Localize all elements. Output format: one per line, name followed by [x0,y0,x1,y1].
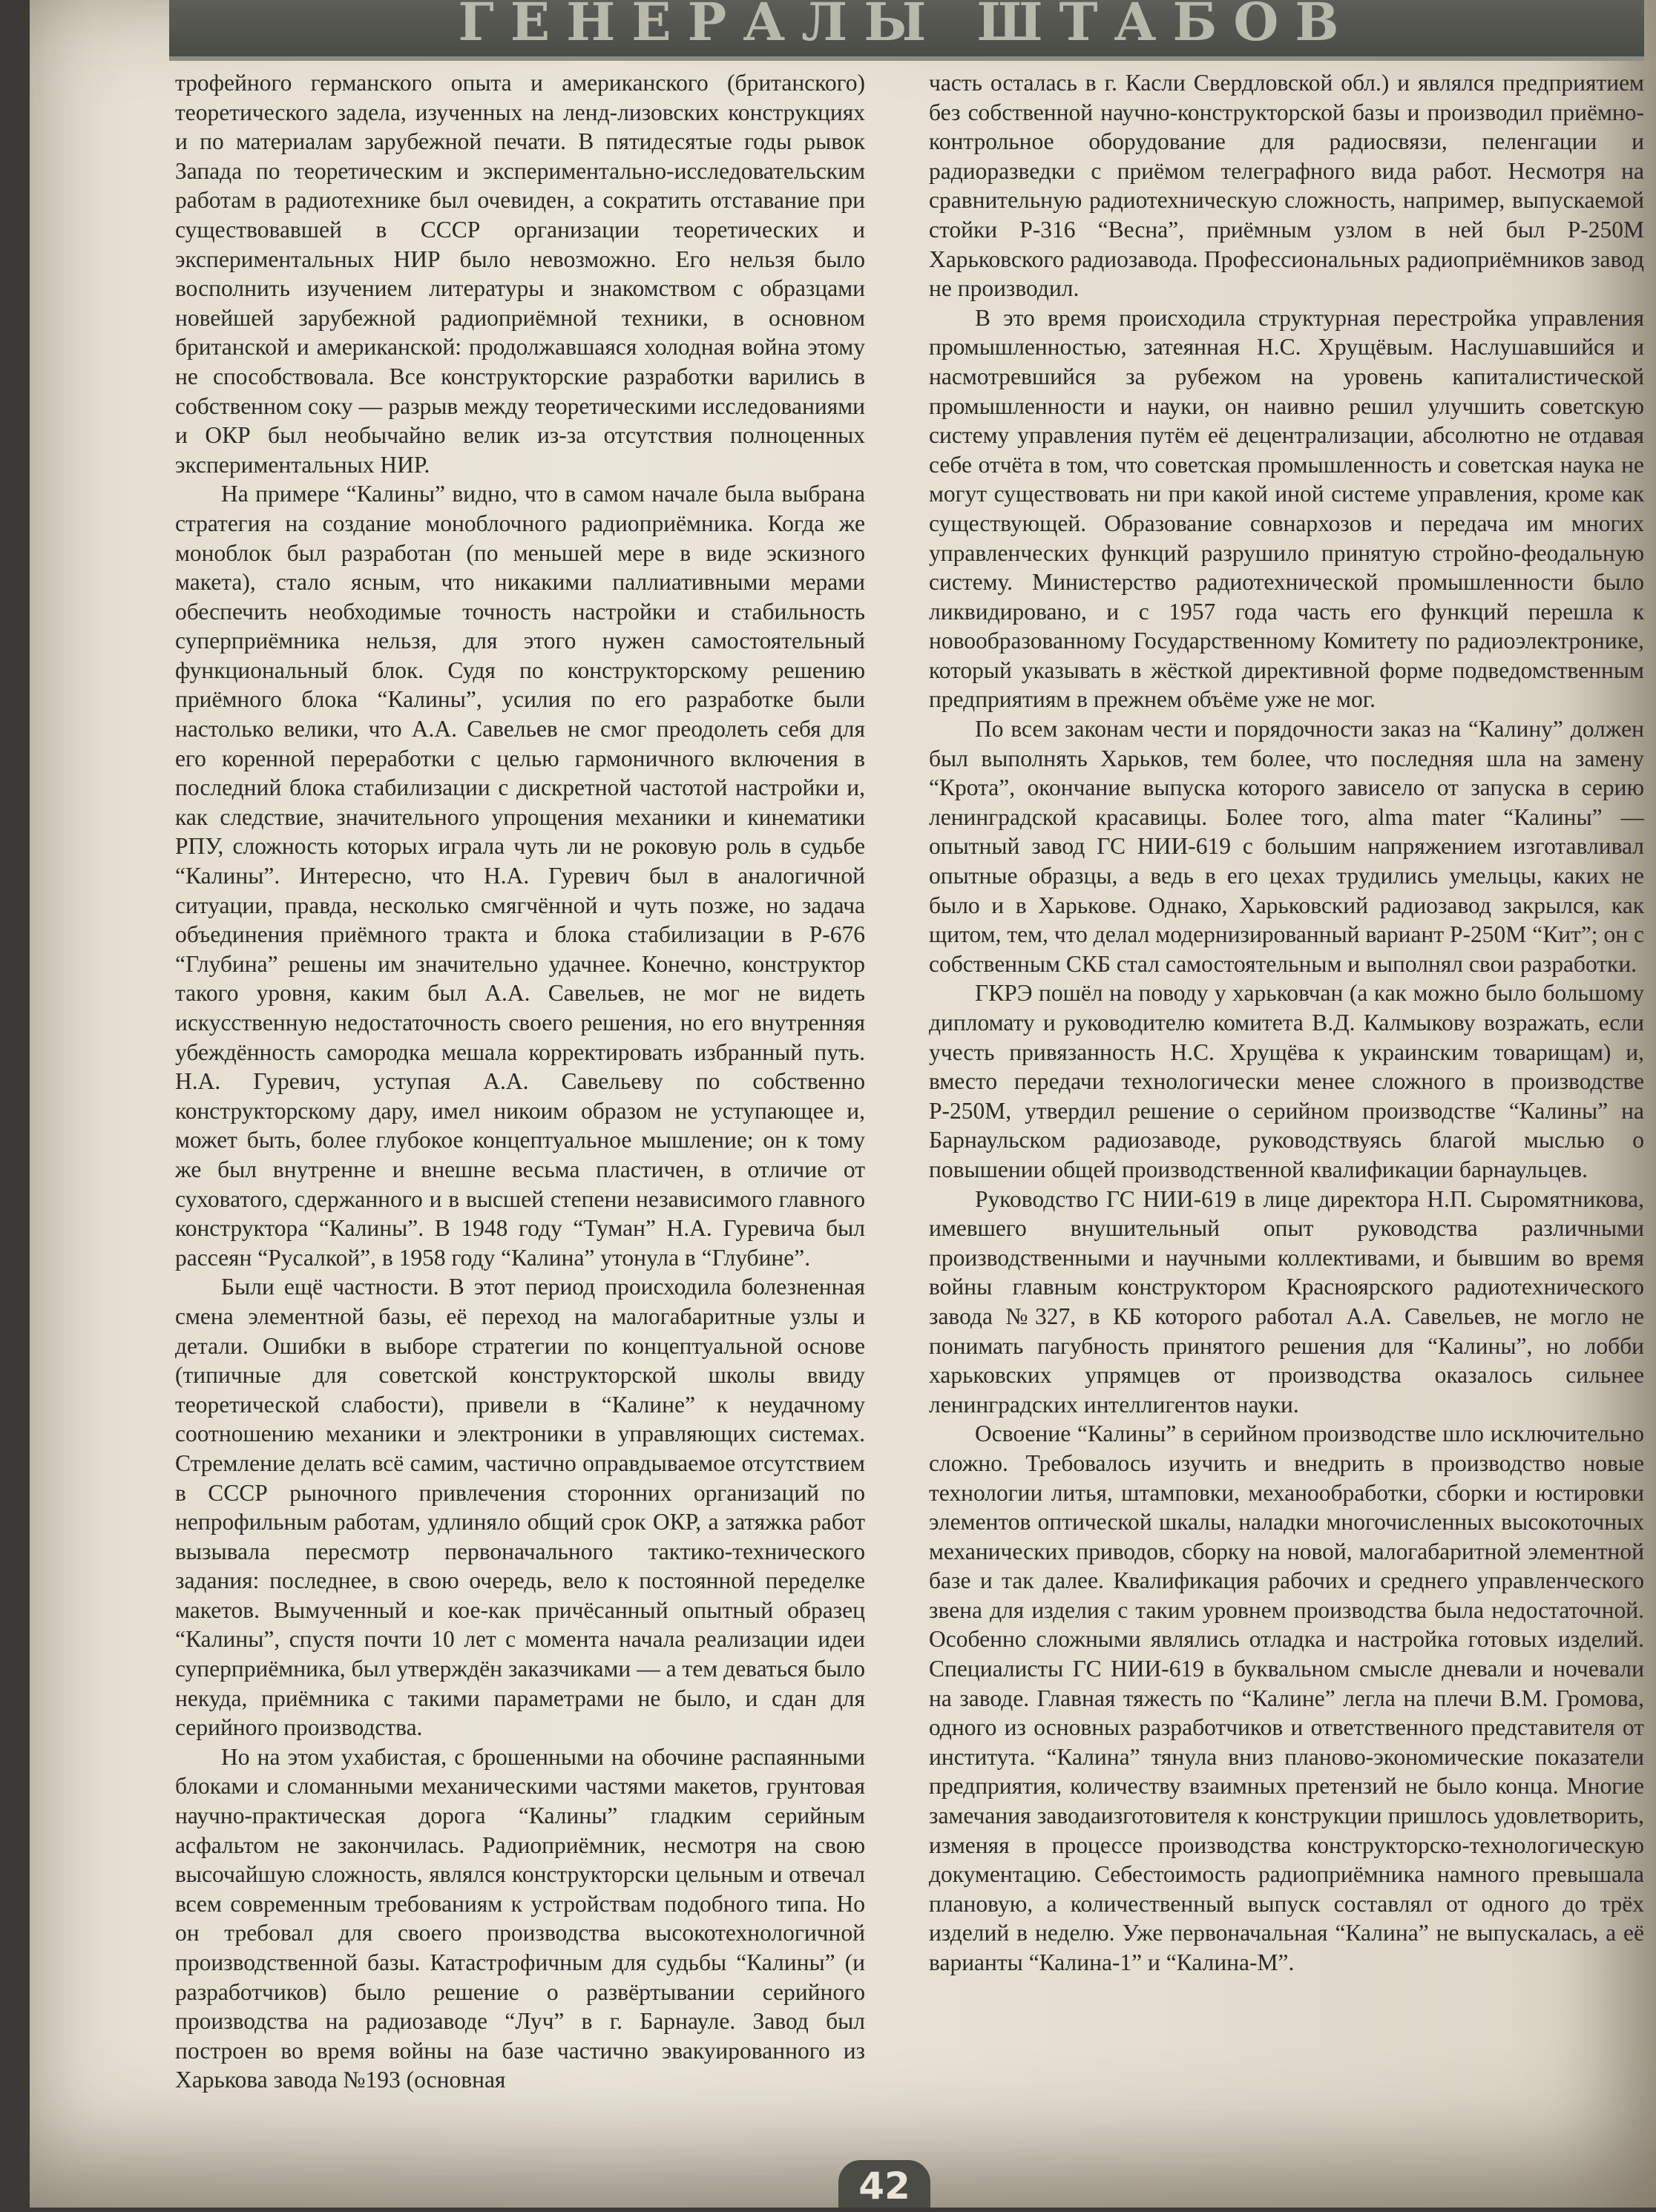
section-title: ГЕНЕРАЛЫ ШТАБОВ [458,0,1356,53]
paragraph: часть осталась в г. Касли Свердловской обл.) и являлся предприятием без собственной научно-конструкторской базы и производил приёмно-контрольное оборудование для радиосвязи, пеленгации и радиоразведки с приёмом телеграфного вида работ. Несмотря на сравнительную радиотехническую сложность, например, выпускаемой стойки Р-316 “Весна”, приёмным узлом в ней был Р-250М Харьковского радиозавода. Профессиональных радиоприёмников завод не производил. [929,70,1644,302]
magazine-page [30,0,1656,2208]
paragraph: В это время происходила структурная перестройка управления промышленностью, затеянная Н.С. Хрущёвым. Наслушавшийся и насмотревшийся за рубежом на уровень капиталистической промышленности и науки, он наивно решил улучшить советскую систему управления путём её децентрализации, абсолютно не отдавая себе отчёта в том, что советская промышленность и советская наука не могут существовать ни при какой иной системе управления, кроме как существующей. Образование совнархозов и передача им многих управленческих функций разрушило принятую стройно-феодальную систему. Министерство радиотехнической промышленности было ликвидировано, и с 1957 года часть его функций перешла к новообразованному Государственному Комитету по радиоэлектронике, который указывать в жёсткой директивной форме подведомственным предприятиям в прежнем объёме уже не мог. [929,304,1644,713]
page-number-tab [838,2160,930,2208]
paragraph: На примере “Калины” видно, что в самом начале была выбрана стратегия на создание моноблочного радиоприёмника. Когда же моноблок был разработан (по меньшей мере в виде эскизного макета), стало ясным, что никакими паллиативными мерами обеспечить необходимые точность настройки и стабильность суперприёмника нельзя, для этого нужен самостоятельный функциональный блок. Судя по конструкторскому решению приёмного блока “Калины”, усилия по его разработке были настолько велики, что А.А. Савельев не смог преодолеть себя для его коренной переработки с целью гармоничного включения в последний блока стабилизации с дискретной частотой настройки и, как следствие, значительного упрощения механики и кинематики РПУ, сложность которых играла чуть ли не роковую роль в судьбе “Калины”. Интересно, что Н.А. Гуревич был в аналогичной ситуации, правда, несколько смягчённой и чуть позже, но задача объединения приёмного тракта и блока стабилизации в Р-676 “Глубина” решены им значительно удачнее. Конечно, конструктор такого уровня, каким был А.А. Савельев, не мог не видеть искусственную недостаточность своего решения, но его внутренняя убеждённость самородка мешала корректировать избранный путь. Н.А. Гуревич, уступая А.А. Савельеву по собственно конструкторскому дару, имел никоим образом не уступающее и, может быть, более глубокое концептуальное мышление; он к тому же был внутренне и внешне весьма пластичен, в отличие от суховатого, сдержанного и в высшей степени независимого главного конструктора “Калины”. В 1948 году “Туман” Н.А. Гуревича был рассеян “Русалкой”, в 1958 году “Калина” утонула в “Глубине”. [175,481,865,1271]
section-header [169,0,1644,61]
paragraph: Освоение “Калины” в серийном производстве шло исключительно сложно. Требовалось изучить и внедрить в производство новые технологии литья, штамповки, механообработки, сборки и юстировки элементов оптической шкалы, наладки многочисленных высокоточных механических приводов, сборку на новой, малогабаритной элементной базе и так далее. Квалификация рабочих и среднего управленческого звена для изделия с таким уровнем производства была недостаточной. Особенно сложными являлись отладка и настройка готовых изделий. Специалисты ГС НИИ-619 в буквальном смысле дневали и ночевали на заводе. Главная тяжесть по “Калине” легла на плечи В.М. Громова, одного из основных разработчиков и ответственного представителя от института. “Калина” тянула вниз планово-экономические показатели предприятия, количеству взаимных претензий не было конца. Многие замечания заводаизготовителя к конструкции пришлось удовлетворить, изменяя в процессе производства конструкторско-технологическую документацию. Себестоимость радиоприёмника намного превышала плановую, а количественный выпуск составлял от одного до трёх изделий в неделю. Уже первоначальная “Калина” не выпускалась, а её варианты “Калина-1” и “Калина-М”. [929,1421,1644,1975]
right-column [929,68,1644,1978]
paragraph: Но на этом ухабистая, с брошенными на обочине распаянными блоками и сломанными механическими частями макетов, грунтовая научно-практическая дорога “Калины” гладким серийным асфальтом не закончилась. Радиоприёмник, несмотря на свою высочайшую сложность, являлся конструкторски цельным и отвечал всем современным требованиям к устройствам подобного типа. Но он требовал для своего производства высокотехнологичной производственной базы. Катастрофичным для судьбы “Калины” (и разработчиков) было решение о развёртывании серийного производства на радиозаводе “Луч” в г. Барнауле. Завод был построен во время войны на базе частично эвакуированного из Харькова завода №193 (основная [175,1743,865,2093]
paragraph: трофейного германского опыта и американского (британского) теоретического задела, изученных на ленд-лизовских конструкциях и по материалам зарубежной печати. В пятидесятые годы рывок Запада по теоретическим и экспериментально-исследовательским работам в радиотехнике был очевиден, а сократить отставание при существовавшей в СССР организации теоретических и экспериментальных НИР было невозможно. Его нельзя было восполнить изучением литературы и знакомством с образцами новейшей зарубежной радиоприёмной техники, в основном британской и американской: продолжавшаяся холодная война этому не способствовала. Все конструкторские разработки варились в собственном соку — разрыв между теоретическими исследованиями и ОКР был необычайно велик из-за отсутствия полноценных экспериментальных НИР. [175,70,865,478]
left-column [175,68,865,2095]
page-number: 42 [858,2165,910,2208]
paragraph: Были ещё частности. В этот период происходила болезненная смена элементной базы, её переход на малогабаритные узлы и детали. Ошибки в выборе стратегии по концептуальной основе (типичные для советской конструкторской школы ввиду теоретической слабости), привели в “Калине” к неудачному соотношению механики и электроники в управляющих системах. Стремление делать всё самим, частично оправдываемое отсутствием в СССР рыночного привлечения сторонних организаций по непрофильным работам, удлиняло общий срок ОКР, а затяжка работ вызывала пересмотр первоначального тактико-технического задания: последнее, в свою очередь, вело к постоянной переделке макетов. Вымученный и кое-как причёсанный опытный образец “Калины”, спустя почти 10 лет с момента начала реализации идеи суперприёмника, был утверждён заказчиками — а тем деваться было некуда, приёмника с такими параметрами не было, и сдан для серийного производства. [175,1274,865,1741]
paragraph: ГКРЭ пошёл на поводу у харьковчан (а как можно было большому дипломату и руководителю комитета В.Д. Калмыкову возражать, если учесть привязанность Н.С. Хрущёва к украинским товарищам) и, вместо передачи технологически менее сложного в производстве Р-250М, утвердил решение о серийном производстве “Калины” на Барнаульском радиозаводе, руководствуясь благой мыслью о повышении общей производственной квалификации барнаульцев. [929,980,1644,1182]
paragraph: По всем законам чести и порядочности заказ на “Калину” должен был выполнять Харьков, тем более, что последняя шла на замену “Крота”, окончание выпуска которого зависело от запуска в серию ленинградской красавицы. Более того, alma mater “Калины” — опытный завод ГС НИИ-619 с большим напряжением изготавливал опытные образцы, а ведь в его цехах трудились умельцы, каких не было и в Харькове. Однако, Харьковский радиозавод закрылся, как щитом, тем, что делал модернизированный вариант Р-250М “Кит”; он с собственным СКБ стал самостоятельным и выполнял свои разработки. [929,716,1644,977]
paragraph: Руководство ГС НИИ-619 в лице директора Н.П. Сыромятникова, имевшего внушительный опыт руководства различными производственными и научными коллективами, и бывшим во время войны главным конструктором Красноярского радиотехнического завода №327, в КБ которого работал А.А. Савельев, не могло не понимать пагубность принятого решения для “Калины”, но лобби харьковских упрямцев от производства оказалось сильнее ленинградских интеллигентов науки. [929,1185,1644,1418]
